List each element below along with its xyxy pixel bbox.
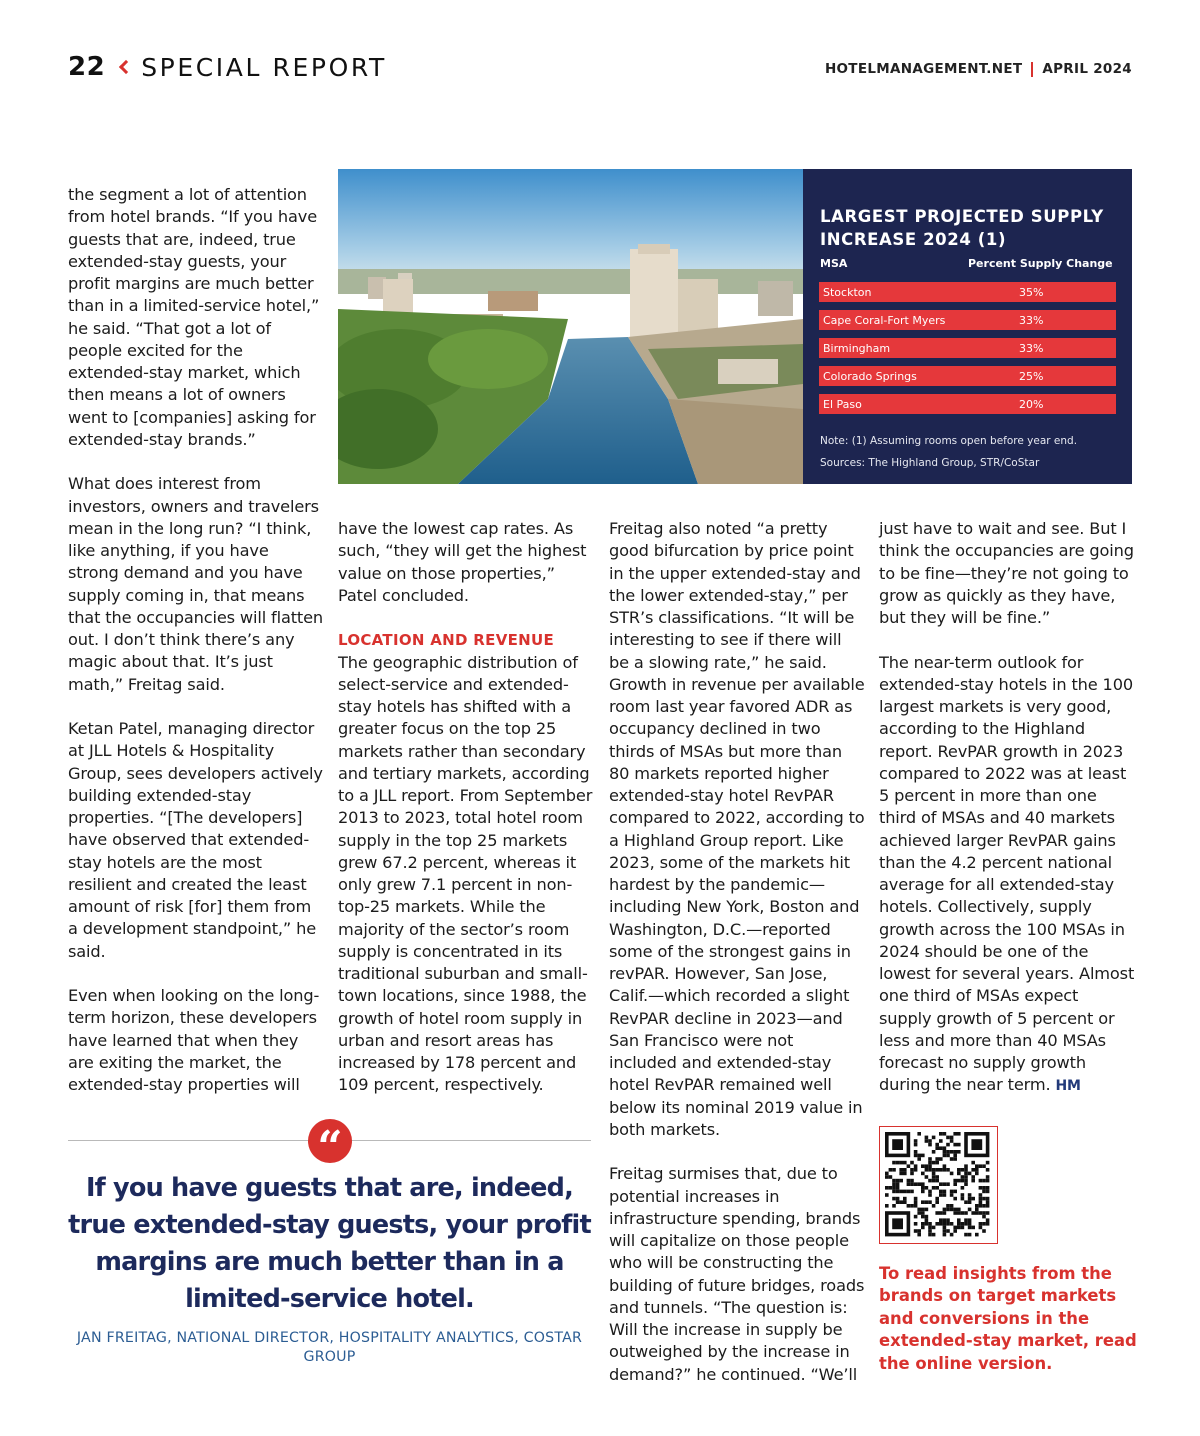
table-note: Note: (1) Assuming rooms open before year end. <box>820 435 1078 447</box>
publication-site: HOTELMANAGEMENT.NET <box>824 61 1023 77</box>
table-cell-percent: 33% <box>1019 314 1044 327</box>
qr-code-icon <box>880 1127 996 1242</box>
table-cell-msa: Stockton <box>823 286 872 299</box>
table-sources: Sources: The Highland Group, STR/CoStar <box>820 457 1040 469</box>
paragraph: have the lowest cap rates. As such, “they will get the highest value on those properties,” Patel concluded. <box>338 519 587 605</box>
article-column-1 <box>68 184 324 1096</box>
paragraph: Freitag also noted “a pretty good bifurcation by price point in the upper extended-stay and the lower extended-stay,” per STR’s classifications. “It will be interesting to see if there will be a slowing rate,” he said. Growth in revenue per available room last year favored ADR as occupancy declined in two thirds of MSAs but more than 80 markets reported higher extended-stay hotel RevPAR compared to 2022, according to a Highland Group report. Like 2023, some of the markets hit hardest by the pandemic—including New York, Boston and Washington, D.C.—reported some of the strongest gains in revPAR. However, San Jose, Calif.—which recorded a slight RevPAR decline in 2023—and San Francisco were not included and extended-stay hotel RevPAR remained well below its nominal 2019 value in both markets. <box>609 519 865 1139</box>
section-title: SPECIAL REPORT <box>141 52 387 82</box>
table-cell-percent: 33% <box>1019 342 1044 355</box>
article-column-3 <box>609 518 865 1386</box>
table-cell-msa: Colorado Springs <box>823 370 917 383</box>
paragraph: Ketan Patel, managing director at JLL Hotels & Hospitality Group, sees developers actively building extended-stay properties. “[The developers] have observed that extended-stay hotels are the most resilient and created the least amount of risk [for] them from a development standpoint,” he said. <box>68 719 323 961</box>
paragraph: the segment a lot of attention from hotel brands. “If you have guests that are, indeed, true extended-stay guests, your profit margins are much better than in a limited-service hotel,” he said. “That got a lot of people excited for the extended-stay market, which then means a lot of owners went to [companies] asking for extended-stay brands.” <box>68 185 320 449</box>
table-cell-msa: Birmingham <box>823 342 891 355</box>
page-number: 22 <box>68 52 106 82</box>
page-header-left <box>68 50 387 84</box>
paragraph <box>879 652 1135 1098</box>
supply-table-panel <box>803 169 1132 484</box>
paragraph: just have to wait and see. But I think the occupancies are going to be fine—they’re not going to grow as quickly as they have, but they will be fine.” <box>879 519 1134 627</box>
table-row <box>819 394 1116 414</box>
table-cell-percent: 35% <box>1019 286 1044 299</box>
article-column-4 <box>879 518 1135 1098</box>
paragraph: What does interest from investors, owners and travelers mean in the long run? “I think, like anything, if you have strong demand and you have supply coming in, that means that the occupancies will flatten out. I don’t think there’s any magic about that. It’s just math,” Freitag said. <box>68 474 324 694</box>
panel-title: LARGEST PROJECTED SUPPLY INCREASE 2024 (1) <box>820 207 1104 249</box>
page-header-right <box>825 61 1132 77</box>
chevron-left-icon <box>119 60 133 74</box>
paragraph: Freitag surmises that, due to potential increases in infrastructure spending, brands will capitalize on those people who will be constructing the building of future bridges, roads and tunnels. “The question is: Will the increase in supply be outweighed by the increase in demand?” he continued. “We’ll <box>609 1164 865 1384</box>
table-cell-msa: Cape Coral-Fort Myers <box>823 314 946 327</box>
paragraph: Even when looking on the long-term horizon, these developers have learned that when they are exiting the market, the extended-stay properties will <box>68 986 320 1094</box>
city-waterfront-photo <box>338 169 803 484</box>
table-row <box>819 366 1116 386</box>
section-subhead: LOCATION AND REVENUE <box>338 631 555 650</box>
paragraph-text: The near-term outlook for extended-stay hotels in the 100 largest markets is very good, according to the Highland report. RevPAR growth in 2023 compared to 2022 was at least 5 percent in more than one third of MSAs and 40 markets achieved larger RevPAR gains than the 4.2 percent national average for all extended-stay hotels. Collectively, supply growth across the 100 MSAs in 2024 should be one of the lowest for several years. Almost one third of MSAs expect supply growth of 5 percent or less and more than 40 MSAs forecast no supply growth during the near term. <box>879 652 1135 1095</box>
pull-quote: If you have guests that are, indeed, true extended-stay guests, your profit margins are much better than in a limited-service hotel. <box>68 1173 591 1314</box>
online-version-promo[interactable]: To read insights from the brands on target markets and conversions in the extended-stay market, read the online version. <box>879 1264 1137 1373</box>
header-divider <box>1031 62 1033 77</box>
quote-mark-icon: “ <box>308 1119 352 1163</box>
table-row <box>819 282 1116 302</box>
table-cell-msa: El Paso <box>823 398 862 411</box>
article-column-2 <box>338 518 594 1097</box>
issue-date: APRIL 2024 <box>1042 61 1132 77</box>
quote-attribution: JAN FREITAG, NATIONAL DIRECTOR, HOSPITALITY ANALYTICS, COSTAR GROUP <box>76 1330 583 1365</box>
qr-code[interactable] <box>879 1126 998 1244</box>
table-header-percent: Percent Supply Change <box>968 257 1113 270</box>
signoff-mark: HM <box>1055 1078 1081 1095</box>
paragraph: The geographic distribution of select-service and extended-stay hotels has shifted with a greater focus on the top 25 markets rather than secondary and tertiary markets, according to a JLL report. From September 2013 to 2023, total hotel room supply in the top 25 markets grew 67.2 percent, whereas it only grew 7.1 percent in non-top-25 markets. While the majority of the sector’s room supply is concentrated in its traditional suburban and small-town locations, since 1988, the growth of hotel room supply in urban and resort areas has increased by 178 percent and 109 percent, respectively. <box>338 652 593 1095</box>
table-row <box>819 310 1116 330</box>
table-header-msa: MSA <box>820 257 848 270</box>
table-cell-percent: 25% <box>1019 370 1044 383</box>
table-cell-percent: 20% <box>1019 398 1044 411</box>
table-row <box>819 338 1116 358</box>
